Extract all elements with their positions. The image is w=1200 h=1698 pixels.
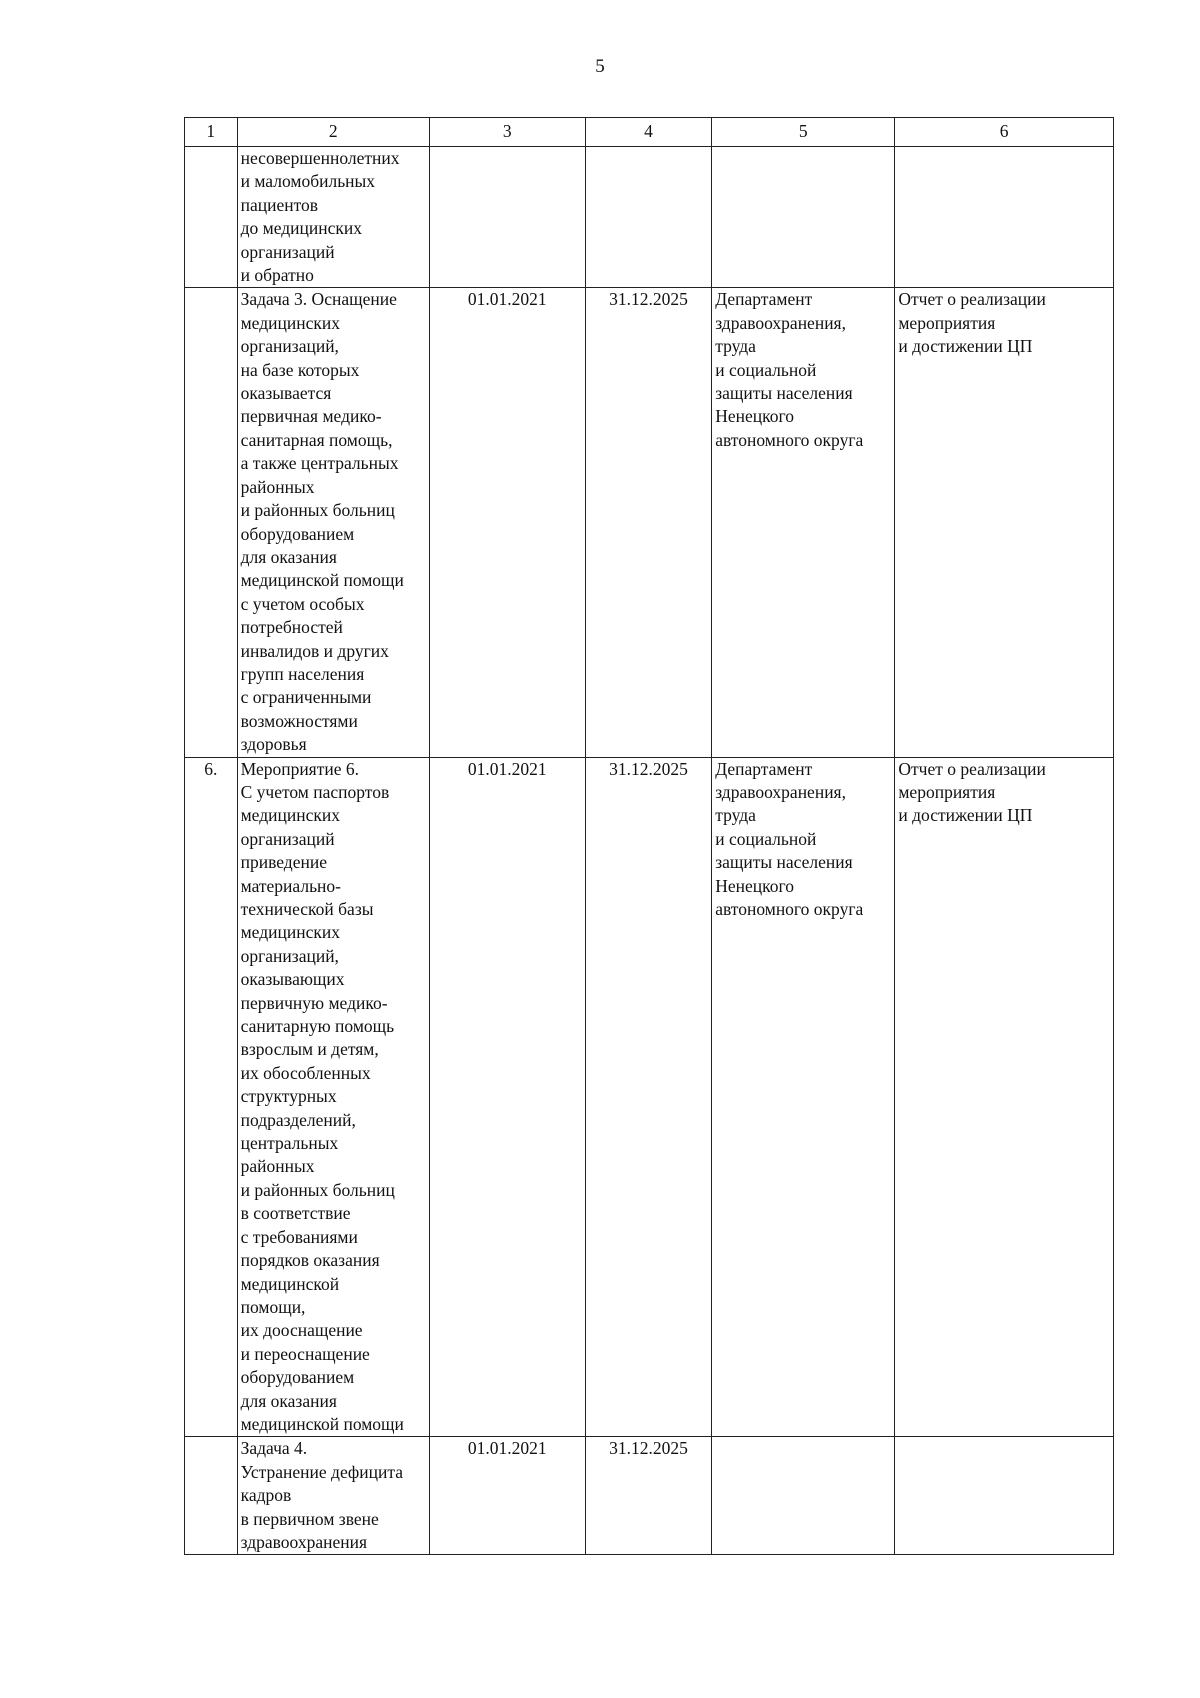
end-date-cell: 31.12.2025: [585, 288, 711, 757]
cell-text-line: санитарная помощь,: [240, 429, 393, 450]
column-header: 6: [895, 118, 1114, 147]
responsible-cell: [712, 288, 895, 757]
activity-name-cell: [237, 288, 429, 757]
cell-text-line: пациентов: [240, 194, 319, 215]
end-date-cell: [585, 147, 711, 288]
cell-text-line: Отчет о реализации: [898, 289, 1046, 310]
cell-text-line: С учетом паспортов: [240, 781, 390, 802]
cell-text-line: структурных: [240, 1086, 337, 1107]
activity-name-cell: [237, 147, 429, 288]
column-header: 1: [185, 118, 238, 147]
cell-text-line: и обратно: [240, 265, 314, 286]
column-header: 2: [237, 118, 429, 147]
cell-text-line: первичная медико-: [240, 406, 382, 427]
cell-text-line: мероприятия: [898, 781, 996, 802]
plan-table-body: [185, 118, 1114, 1555]
end-date-cell: 31.12.2025: [585, 1437, 711, 1555]
table-header-row: [185, 118, 1114, 147]
start-date-cell: 01.01.2021: [429, 757, 585, 1437]
responsible-cell: [712, 147, 895, 288]
plan-table: [184, 117, 1114, 1555]
table-row: [185, 757, 1114, 1437]
cell-text-line: инвалидов и других: [240, 640, 389, 661]
cell-text-line: и социальной: [715, 359, 817, 380]
cell-text-line: медицинской: [240, 1273, 340, 1294]
column-header: 3: [429, 118, 585, 147]
result-cell: [895, 147, 1114, 288]
cell-text-line: труда: [715, 805, 756, 826]
cell-text-line: помощи,: [240, 1296, 306, 1317]
cell-text-line: первичную медико-: [240, 992, 388, 1013]
cell-text-line: Задача 4.: [240, 1438, 308, 1459]
cell-text-line: защиты населения: [715, 852, 853, 873]
result-cell: [895, 757, 1114, 1437]
cell-text-line: медицинской помощи: [240, 570, 404, 591]
result-cell: [895, 288, 1114, 757]
cell-text-line: оборудованием: [240, 523, 355, 544]
cell-text-line: санитарную помощь: [240, 1016, 395, 1037]
end-date-cell: 31.12.2025: [585, 757, 711, 1437]
cell-text-line: с требованиями: [240, 1226, 358, 1247]
cell-text-line: и переоснащение: [240, 1343, 370, 1364]
row-number-cell: [185, 288, 238, 757]
cell-text-line: взрослым и детям,: [240, 1039, 379, 1060]
cell-text-line: подразделений,: [240, 1109, 356, 1130]
page-number: 5: [595, 56, 605, 77]
table-row: [185, 1437, 1114, 1555]
result-cell: [895, 1437, 1114, 1555]
cell-text-line: Мероприятие 6.: [240, 758, 360, 779]
cell-text-line: в соответствие: [240, 1203, 351, 1224]
cell-text-line: и достижении ЦП: [898, 336, 1033, 357]
cell-text-line: труда: [715, 336, 756, 357]
cell-text-line: Департамент: [715, 758, 813, 779]
start-date-cell: 01.01.2021: [429, 288, 585, 757]
cell-text-line: с ограниченными: [240, 687, 372, 708]
cell-text-line: центральных: [240, 1133, 339, 1154]
responsible-cell: [712, 757, 895, 1437]
cell-text-line: автономного округа: [715, 429, 864, 450]
cell-text-line: с учетом особых: [240, 593, 365, 614]
cell-text-line: для оказания: [240, 546, 337, 567]
start-date-cell: 01.01.2021: [429, 1437, 585, 1555]
responsible-cell: [712, 1437, 895, 1555]
table-row: [185, 147, 1114, 288]
cell-text-line: оказывающих: [240, 969, 345, 990]
cell-text-line: в первичном звене: [240, 1508, 379, 1529]
cell-text-line: технической базы: [240, 899, 374, 919]
cell-text-line: и районных больниц: [240, 1179, 395, 1200]
cell-text-line: и маломобильных: [240, 171, 376, 192]
cell-text-line: Задача 3. Оснащение: [240, 289, 397, 310]
activity-name-cell: [237, 757, 429, 1437]
cell-text-line: оказывается: [240, 383, 332, 404]
cell-text-line: их обособленных: [240, 1062, 371, 1083]
cell-text-line: кадров: [240, 1485, 292, 1506]
cell-text-line: районных: [240, 476, 315, 497]
cell-text-line: и достижении ЦП: [898, 805, 1033, 826]
cell-text-line: оборудованием: [240, 1367, 355, 1388]
cell-text-line: здоровья: [240, 734, 307, 755]
cell-text-line: организаций,: [240, 336, 339, 357]
column-header: 4: [585, 118, 711, 147]
cell-text-line: медицинских: [240, 805, 340, 826]
cell-text-line: медицинских: [240, 312, 340, 333]
cell-text-line: и районных больниц: [240, 500, 395, 521]
row-number-cell: [185, 147, 238, 288]
cell-text-line: Ненецкого: [715, 406, 794, 427]
cell-text-line: защиты населения: [715, 383, 853, 404]
cell-text-line: автономного округа: [715, 899, 864, 919]
cell-text-line: районных: [240, 1156, 315, 1177]
cell-text-line: организаций: [240, 828, 335, 849]
cell-text-line: медицинских: [240, 922, 340, 943]
row-number-cell: [185, 1437, 238, 1555]
cell-text-line: потребностей: [240, 617, 343, 638]
cell-text-line: несовершеннолетних: [240, 148, 400, 168]
cell-text-line: групп населения: [240, 663, 365, 684]
cell-text-line: мероприятия: [898, 312, 996, 333]
start-date-cell: [429, 147, 585, 288]
row-number-cell: 6.: [185, 757, 238, 1437]
table-row: [185, 288, 1114, 757]
activity-name-cell: [237, 1437, 429, 1555]
cell-text-line: организаций,: [240, 945, 339, 966]
cell-text-line: Отчет о реализации: [898, 758, 1046, 779]
cell-text-line: их дооснащение: [240, 1320, 363, 1341]
cell-text-line: до медицинских: [240, 218, 362, 239]
cell-text-line: здравоохранения,: [715, 312, 846, 333]
cell-text-line: на базе которых: [240, 359, 360, 380]
cell-text-line: организаций: [240, 241, 335, 262]
column-header: 5: [712, 118, 895, 147]
cell-text-line: и социальной: [715, 828, 817, 849]
cell-text-line: материально-: [240, 875, 341, 896]
cell-text-line: Департамент: [715, 289, 813, 310]
cell-text-line: здравоохранения,: [715, 781, 846, 802]
cell-text-line: а также центральных: [240, 453, 399, 474]
cell-text-line: возможностями: [240, 710, 358, 731]
cell-text-line: приведение: [240, 852, 327, 873]
cell-text-line: медицинской помощи: [240, 1413, 404, 1434]
cell-text-line: порядков оказания: [240, 1250, 380, 1271]
cell-text-line: здравоохранения: [240, 1531, 368, 1552]
cell-text-line: для оказания: [240, 1390, 337, 1411]
cell-text-line: Устранение дефицита: [240, 1461, 403, 1482]
cell-text-line: Ненецкого: [715, 875, 794, 896]
